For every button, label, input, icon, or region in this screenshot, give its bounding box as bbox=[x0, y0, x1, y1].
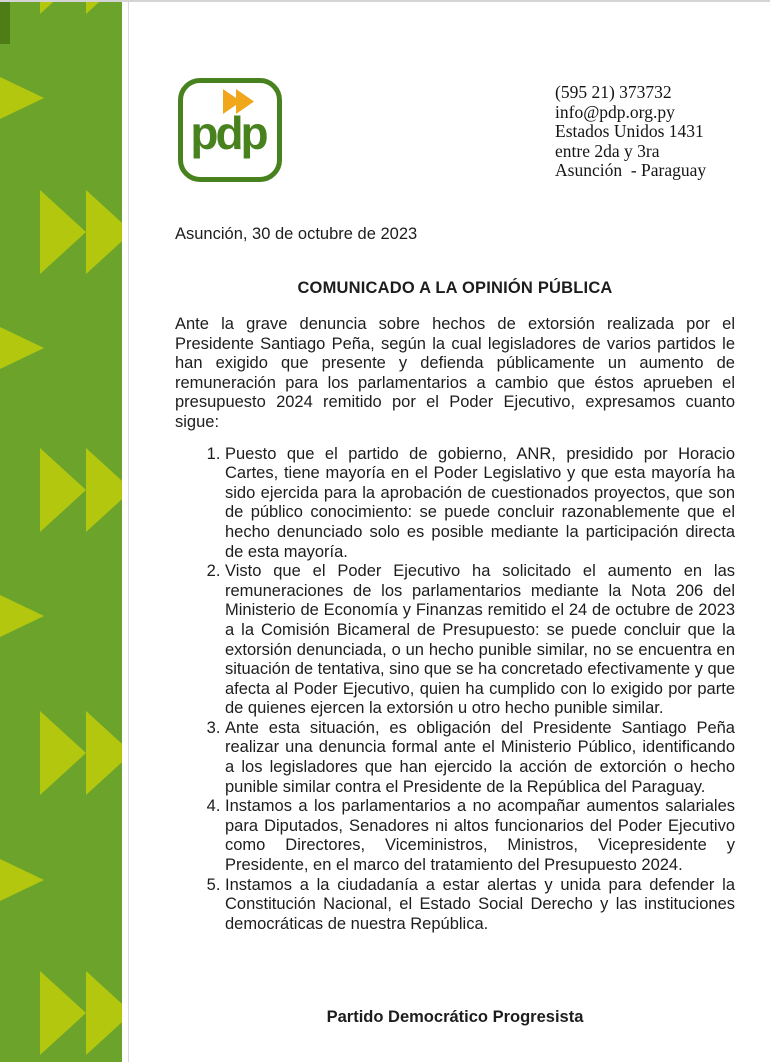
triangle-icon bbox=[0, 308, 44, 388]
contact-phone: (595 21) 373732 bbox=[555, 82, 672, 102]
contact-email: info@pdp.org.py bbox=[555, 101, 675, 122]
date-line: Asunción, 30 de octubre de 2023 bbox=[175, 225, 418, 243]
list-item: 1. Puesto que el partido de gobierno, ANR, presidido por Horacio Cartes, tiene mayoría en el Poder Legislativo y que esta mayoría ha sido ejercida para la aprobación de cuestionados proyectos, que son de público conocimiento: se puede concluir razonablemente que el hecho denunciado solo es posible mediante la participación directa de esta mayoría. bbox=[225, 445, 735, 563]
fast-forward-icon bbox=[86, 711, 122, 795]
page-edge-line bbox=[128, 2, 129, 1062]
contact-address-line: Estados Unidos 1431 bbox=[555, 121, 704, 142]
list-item: 5. Instamos a la ciudadanía a estar alertas y unida para defender la Constitución Nacional, el Estado Social Derecho y las instituciones democráticas de nuestra República. bbox=[225, 876, 735, 935]
contact-address-line: Asunción - Paraguay bbox=[555, 160, 707, 181]
fast-forward-icon bbox=[86, 0, 122, 14]
fast-forward-icon bbox=[40, 0, 86, 14]
pdp-logo-text: pdp bbox=[190, 107, 266, 159]
fast-forward-icon bbox=[86, 448, 122, 532]
list-item: 2. Visto que el Poder Ejecutivo ha solicitado el aumento en las remuneraciones de los parlamentarios mediante la Nota 206 del Ministerio de Economía y Finanzas remitido el 24 de octubre de 2023 a la Comisión Bicameral de Presupuesto: se puede concluir que la extorsión denunciada, o un hecho punible similar, no se encuentra en situación de tentativa, sino que se ha concretado efectivamente y que afecta al Poder Ejecutivo, quien ha cumplido con lo exigido por parte de quienes ejercen la extorsión u otro hecho punible similar. bbox=[225, 562, 735, 719]
triangle-icon bbox=[0, 576, 44, 656]
scan-corner-shadow bbox=[0, 0, 10, 44]
contact-block bbox=[555, 83, 706, 181]
fast-forward-icon bbox=[40, 448, 86, 532]
numbered-list bbox=[175, 445, 735, 935]
scan-top-edge bbox=[0, 0, 770, 2]
footer-party-name: Partido Democrático Progresista bbox=[326, 1008, 584, 1026]
fast-forward-icon bbox=[86, 971, 122, 1055]
fast-forward-icon bbox=[40, 971, 86, 1055]
fast-forward-icon bbox=[40, 190, 86, 274]
contact-address-line: entre 2da y 3ra bbox=[555, 140, 660, 161]
decorative-sidebar bbox=[0, 0, 122, 1062]
intro-paragraph: Ante la grave denuncia sobre hechos de extorsión realizada por el Presidente Santiago Peña, según la cual legisladores de varios partidos le han exigido que presente y defienda públicamente un aumento de remuneración para los parlamentarios a cambio que éstos aprueben el presupuesto 2024 remitido por el Poder Ejecutivo, expresamos cuanto sigue: bbox=[175, 315, 735, 431]
triangle-icon bbox=[0, 58, 44, 138]
list-item: 3. Ante esta situación, es obligación del Presidente Santiago Peña realizar una denuncia formal ante el Ministerio Público, identificando a los legisladores que han ejercido la acción de extorción o hecho punible similar contra el Presidente de la República del Paraguay. bbox=[225, 719, 735, 797]
pdp-logo bbox=[178, 78, 282, 182]
list-item: 4. Instamos a los parlamentarios a no acompañar aumentos salariales para Diputados, Senadores ni altos funcionarios del Poder Ejecutivo como Directores, Viceministros, Ministros, Vicepresidente y Presidente, en el marco del tratamiento del Presupuesto 2024. bbox=[225, 797, 735, 875]
triangle-icon bbox=[0, 840, 44, 920]
document-body bbox=[175, 315, 735, 934]
fast-forward-icon bbox=[86, 190, 122, 274]
fast-forward-icon bbox=[40, 711, 86, 795]
document-title: COMUNICADO A LA OPINIÓN PÚBLICA bbox=[297, 279, 613, 297]
